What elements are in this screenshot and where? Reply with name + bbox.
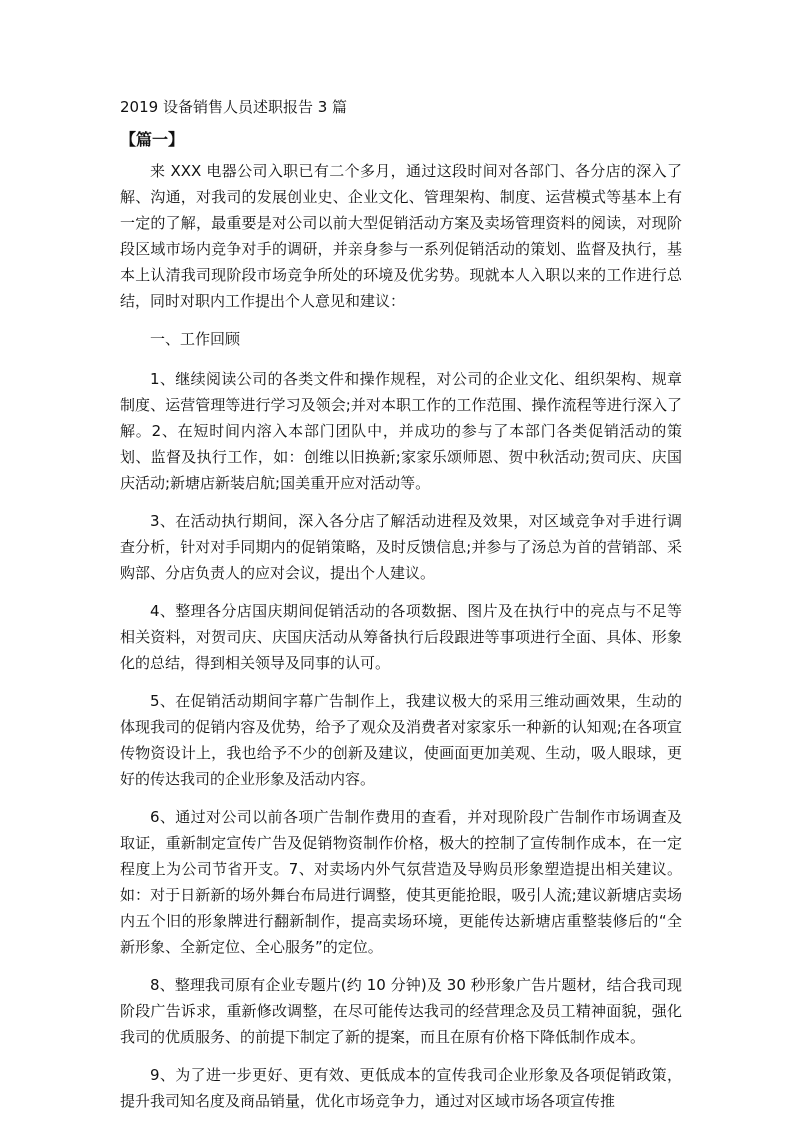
document-title: 2019 设备销售人员述职报告 3 篇 [120, 98, 348, 116]
paragraph: 8、整理我司原有企业专题片(约 10 分钟)及 30 秒形象广告片题材，结合我司现阶段广告诉求，重新修改调整，在尽可能传达我司的经营理念及员工精神面貌，强化我司的优质服务、的前提下制定了新的提案，而且在原有价格下降低制作成本。 [120, 976, 682, 1046]
section-heading: 一、工作回顾 [150, 330, 241, 348]
paragraph: 5、在促销活动期间字幕广告制作上，我建议极大的采用三维动画效果，生动的体现我司的促销内容及优势，给予了观众及消费者对家家乐一种新的认知观;在各项宣传物资设计上，我也给予不少的创新及建议，使画面更加美观、生动，吸人眼球，更好的传达我司的企业形象及活动内容。 [120, 692, 682, 788]
part-heading: 【篇一】 [120, 130, 185, 149]
paragraph: 4、整理各分店国庆期间促销活动的各项数据、图片及在执行中的亮点与不足等相关资料，对贺司庆、庆国庆活动从筹备执行后段跟进等事项进行全面、具体、形象化的总结，得到相关领导及同事的认可。 [120, 602, 682, 672]
document-body [120, 158, 682, 1126]
paragraph: 9、为了进一步更好、更有效、更低成本的宣传我司企业形象及各项促销政策，提升我司知名度及商品销量，优化市场竞争力，通过对区域市场各项宣传推 [120, 1066, 682, 1110]
intro-paragraph: 来 XXX 电器公司入职已有二个多月，通过这段时间对各部门、各分店的深入了解、沟通，对我司的发展创业史、企业文化、管理架构、制度、运营模式等基本上有一定的了解，最重要是对公司以前大型促销活动方案及卖场管理资料的阅读，对现阶段区域市场内竞争对手的调研，并亲身参与一系列促销活动的策划、监督及执行，基本上认清我司现阶段市场竞争所处的环境及优劣势。现就本人入职以来的工作进行总结，同时对职内工作提出个人意见和建议： [120, 162, 682, 310]
paragraph: 3、在活动执行期间，深入各分店了解活动进程及效果，对区域竞争对手进行调查分析，针对对手同期内的促销策略，及时反馈信息;并参与了汤总为首的营销部、采购部、分店负责人的应对会议，提出个人建议。 [120, 512, 682, 582]
paragraph: 6、通过对公司以前各项广告制作费用的查看，并对现阶段广告制作市场调查及取证，重新制定宣传广告及促销物资制作价格，极大的控制了宣传制作成本，在一定程度上为公司节省开支。7、对卖场内外气氛营造及导购员形象塑造提出相关建议。如：对于日新新的场外舞台布局进行调整，使其更能抢眼，吸引人流;建议新塘店卖场内五个旧的形象牌进行翻新制作，提高卖场环境，更能传达新塘店重整装修后的“全新形象、全新定位、全心服务”的定位。 [120, 808, 682, 956]
paragraph: 1、继续阅读公司的各类文件和操作规程，对公司的企业文化、组织架构、规章制度、运营管理等进行学习及领会;并对本职工作的工作范围、操作流程等进行深入了解。2、在短时间内溶入本部门团队中，并成功的参与了本部门各类促销活动的策划、监督及执行工作，如：创维以旧换新;家家乐颂师恩、贺中秋活动;贺司庆、庆国庆活动;新塘店新装启航;国美重开应对活动等。 [120, 370, 682, 492]
